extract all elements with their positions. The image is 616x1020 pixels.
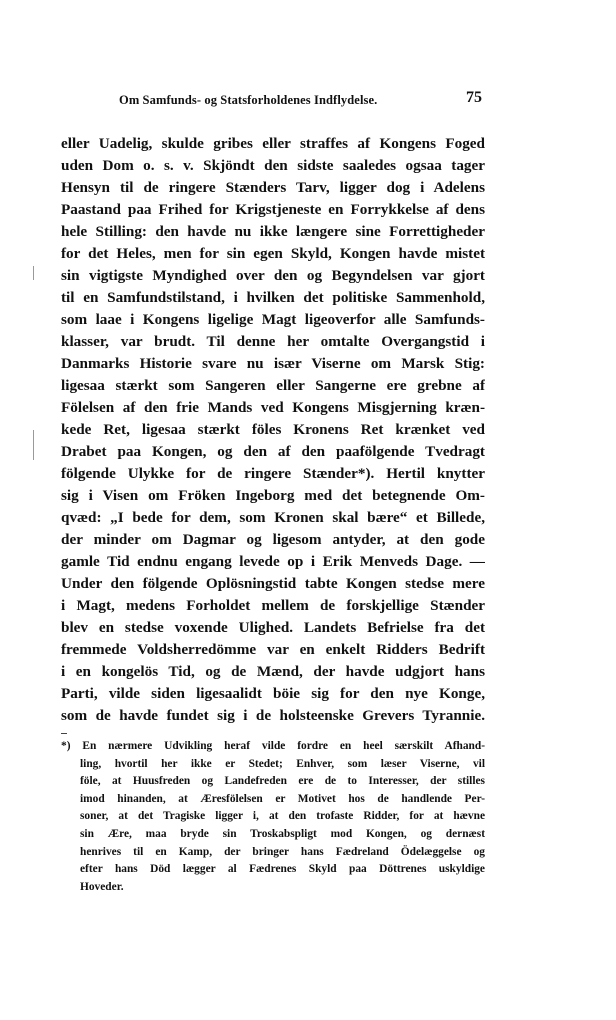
- footnote-line: Hoveder.: [80, 880, 124, 893]
- text-line: der minder om Dagmar og ligesom antyder, at den gode: [61, 531, 485, 548]
- page-number: 75: [466, 89, 482, 106]
- text-line: gamle Tid endnu engang levede op i Erik Menveds Dage. —: [61, 553, 485, 570]
- running-header: Om Samfunds- og Statsforholdenes Indflydelse.: [119, 93, 378, 107]
- text-line: fölgende Ulykke for de ringere Stænder*). Hertil knytter: [61, 465, 485, 482]
- text-line: sig i Visen om Fröken Ingeborg med det betegnende Om-: [61, 487, 485, 504]
- text-line: uden Dom o. s. v. Skjöndt den sidste saaledes ogsaa tager: [61, 157, 485, 174]
- footnote-line: soner, at det Tragiske ligger i, at den trofaste Ridder, for at hævne: [80, 810, 485, 823]
- text-line: som laae i Kongens ligelige Magt ligeoverfor alle Samfunds-: [61, 311, 485, 328]
- text-line: ligesaa stærkt som Sangeren eller Sangerne ere grebne af: [61, 377, 485, 394]
- text-line: Paastand paa Frihed for Krigstjeneste en Forrykkelse af dens: [61, 201, 485, 218]
- text-line: for det Heles, men for sin egen Skyld, Kongen havde mistet: [61, 245, 485, 262]
- footnote: [61, 738, 485, 896]
- text-line: sin vigtigste Myndighed over den og Begyndelsen var gjort: [61, 267, 485, 284]
- text-line: i en kongelös Tid, og de Mænd, der havde udgjort hans: [61, 663, 485, 680]
- text-line: Hensyn til de ringere Stænders Tarv, ligger dog i Adelens: [61, 179, 485, 196]
- footnote-line: sin Ære, maa bryde sin Troskabspligt mod Kongen, og dernæst: [80, 827, 485, 840]
- footnote-line: föle, at Huusfreden og Landefreden ere de to Interesser, der stilles: [80, 775, 485, 788]
- body-text: [61, 133, 485, 727]
- text-line: Parti, vilde siden ligesaalidt böie sig for den nye Konge,: [61, 685, 485, 702]
- footnote-line: henrives til en Kamp, der bringer hans Fædreland Ödelæggelse og: [80, 845, 485, 858]
- footnote-line: *) En nærmere Udvikling heraf vilde fordre en heel særskilt Afhand-: [61, 740, 485, 752]
- margin-mark: [33, 430, 34, 460]
- text-line: kede Ret, ligesaa stærkt föles Kronens Ret krænket ved: [61, 421, 485, 438]
- text-line: eller Uadelig, skulde gribes eller straffes af Kongens Foged: [61, 135, 485, 152]
- text-line: qvæd: „I bede for dem, som Kronen skal bære“ et Billede,: [61, 509, 485, 526]
- text-line: Under den fölgende Oplösningstid tabte Kongen stedse mere: [61, 575, 485, 592]
- text-line: fremmede Voldsherredömme var en enkelt Ridders Bedrift: [61, 641, 485, 658]
- text-line: blev en stedse voxende Ulighed. Landets Befrielse fra det: [61, 619, 485, 636]
- text-line: hele Stilling: den havde nu ikke længere sine Forrettigheder: [61, 223, 485, 240]
- text-line: i Magt, medens Forholdet mellem de forskjellige Stænder: [61, 597, 485, 614]
- text-line: klasser, var brudt. Til denne her omtalte Overgangstid i: [61, 333, 485, 350]
- text-line: som de havde fundet sig i de holsteenske Grevers Tyrannie.: [61, 707, 485, 724]
- footnote-line: ling, hvortil her ikke er Stedet; Enhver, som læser Viserne, vil: [80, 757, 485, 770]
- text-line: Danmarks Historie svare nu især Viserne om Marsk Stig:: [61, 355, 485, 372]
- footnote-line: efter hans Död lægger al Fædrenes Skyld paa Döttrenes uskyldige: [80, 863, 485, 876]
- margin-mark: [33, 266, 34, 280]
- text-line: Fölelsen af den frie Mands ved Kongens Misgjerning kræn-: [61, 399, 485, 416]
- footnote-line: imod hinanden, at Æresfölelsen er Motivet hos de handlende Per-: [80, 792, 485, 805]
- text-line: Drabet paa Kongen, og den af den paafölgende Tvedragt: [61, 443, 485, 460]
- text-line: til en Samfundstilstand, i hvilken det politiske Sammenhold,: [61, 289, 485, 306]
- footnote-rule: [61, 733, 67, 734]
